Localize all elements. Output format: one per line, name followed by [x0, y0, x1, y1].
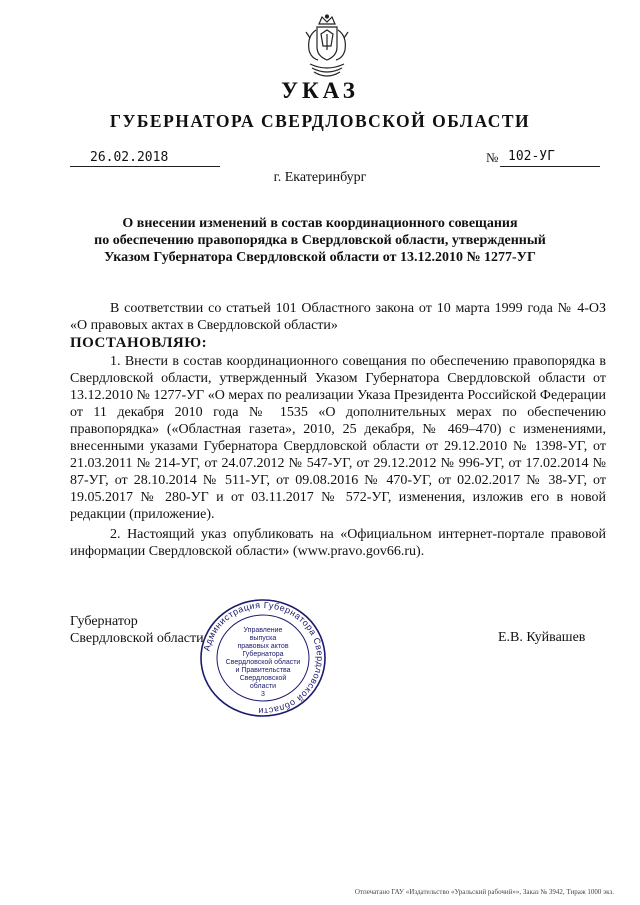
svg-text:Свердловской: Свердловской [239, 675, 287, 682]
document-date: 26.02.2018 [90, 150, 169, 165]
coat-of-arms-icon [302, 14, 352, 82]
number-sign: № [486, 150, 499, 165]
svg-text:и Правительства: и Правительства [235, 667, 291, 674]
position-line: Свердловской области [70, 631, 204, 646]
svg-text:области: области [249, 683, 277, 690]
decree-item-1: 1. Внести в состав координационного совещания по обеспечению правопорядка в Свердловской области, утвержденный Указом Губернатора Свердловской области от 13.12.2010 № 1277-УГ «О мерах по реализации Указа Президента Российской Федерации от 11 декабря 2010 года № 1535 «О дополнительных мерах по обеспечению правопорядка» («Областная газета», 2010, 25 декабря, № 469–470) с изменениями, внесенными указами Губернатора Свердловской области от 29.12.2010 № 1398-УГ, от 21.03.2011 № 214-УГ, от 24.07.2012 № 547-УГ, от 29.12.2012 № 996-УГ, от 17.02.2014 № 87-УГ, от 28.10.2014 № 511-УГ, от 09.08.2016 № 470-УГ, от 02.02.2017 № 38-УГ, от 19.05.2017 № 280-УГ и от 03.11.2017 № 572-УГ, изменения, изложив его в новой редакции (приложение). [70, 354, 606, 522]
svg-text:выпуска: выпуска [249, 635, 277, 642]
svg-text:Свердловской области: Свердловской области [225, 659, 301, 666]
issue-city: г. Екатеринбург [273, 170, 367, 185]
number-underline [500, 166, 600, 167]
svg-text:Управление: Управление [243, 627, 283, 634]
document-number: 102-УГ [508, 149, 555, 164]
print-footer: Отпечатано ГАУ «Издательство «Уральский рабочий»», Заказ № 3942, Тираж 1000 экз. [354, 888, 614, 896]
svg-text:Администрация Губернатора Свер: Администрация Губернатора Свердловской области [201, 599, 326, 717]
svg-text:Губернатора: Губернатора [242, 651, 284, 658]
signatory-position [70, 613, 204, 647]
document-heading [60, 215, 580, 266]
issuer-title: ГУБЕРНАТОРА СВЕРДЛОВСКОЙ ОБЛАСТИ [109, 111, 531, 131]
decree-word: ПОСТАНОВЛЯЮ: [70, 335, 208, 351]
decree-items [70, 353, 606, 560]
svg-text:3: 3 [261, 691, 265, 698]
preamble-text: В соответствии со статьей 101 Областного закона от 10 марта 1999 года № 4-ОЗ «О правовых актах в Свердловской области» [70, 301, 606, 333]
svg-text:правовых актов: правовых актов [237, 643, 289, 650]
document-type-title: УКАЗ [281, 78, 359, 103]
position-line: Губернатор [70, 614, 138, 629]
official-seal [197, 596, 329, 720]
preamble [70, 300, 606, 334]
heading-line: по обеспечению правопорядка в Свердловской области, утвержденный [94, 233, 546, 248]
heading-line: Указом Губернатора Свердловской области от 13.12.2010 № 1277-УГ [104, 250, 536, 265]
date-underline [70, 166, 220, 167]
decree-item-2: 2. Настоящий указ опубликовать на «Официальном интернет-портале правовой информации Свердловской области» (www.pravo.gov66.ru). [70, 527, 606, 559]
heading-line: О внесении изменений в состав координационного совещания [122, 216, 518, 231]
signatory-name: Е.В. Куйвашев [498, 630, 586, 645]
